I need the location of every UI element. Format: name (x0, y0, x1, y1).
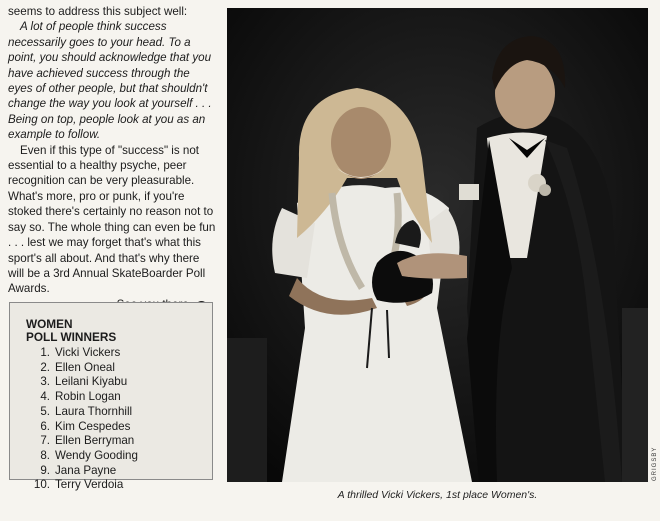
article-intro: seems to address this subject well: (8, 5, 188, 18)
rank: 9. (40, 463, 50, 477)
winner-name: Leilani Kiyabu (55, 375, 128, 389)
winner-name: Terry Verdoia (55, 478, 124, 492)
winners-list (26, 346, 212, 493)
list-item (26, 405, 212, 420)
list-item (26, 375, 212, 390)
winner-name: Robin Logan (55, 390, 121, 404)
winners-heading-line2: POLL WINNERS (26, 330, 117, 344)
rank: 10. (33, 478, 50, 492)
rank: 4. (40, 390, 50, 404)
rank: 5. (40, 404, 50, 418)
rank: 6. (40, 419, 50, 433)
winners-heading-line1: WOMEN (26, 317, 73, 331)
winner-name: Ellen Oneal (55, 360, 115, 374)
article-quote (8, 19, 216, 142)
winners-box (9, 302, 213, 492)
list-item (26, 478, 212, 493)
photo-credit: GRIGSBY (652, 446, 658, 481)
list-item (26, 434, 212, 449)
list-item (26, 420, 212, 435)
list-item (26, 390, 212, 405)
article-column (8, 4, 216, 314)
winner-name: Kim Cespedes (55, 419, 131, 433)
rank: 1. (40, 346, 50, 359)
winner-name: Wendy Gooding (55, 448, 138, 462)
photo-caption: A thrilled Vicki Vickers, 1st place Women's. (337, 489, 538, 501)
winner-name: Vicki Vickers (55, 346, 121, 359)
rank: 2. (40, 360, 50, 374)
rank: 8. (40, 448, 50, 462)
winner-name: Ellen Berryman (55, 434, 135, 448)
list-item (26, 346, 212, 361)
photo-illustration (227, 8, 648, 482)
list-item (26, 361, 212, 376)
article-quote-text: A lot of people think success necessarily goes to your head. To a point, you should acknowledge that you have achieved success through the eyes of other people, but that shouldn't change the way you look at yourself . . . Being on top, people look at you as an example to follow. (8, 20, 212, 142)
winner-name: Laura Thornhill (55, 404, 133, 418)
article-body: Even if this type of "success" is not essential to a healthy psyche, peer recognition can be very pleasurable. What's more, pro or punk, if you're stoked there's certainly no reason not to say so. The whole thing can even be fun . . . lest we may forget that's what this sport's all about. And that's why there will be a 3rd Annual SkateBoarder Poll Awards. (8, 143, 216, 296)
winner-name: Jana Payne (55, 463, 117, 477)
rank: 3. (40, 375, 50, 389)
list-item (26, 464, 212, 479)
list-item (26, 449, 212, 464)
rank: 7. (40, 434, 50, 448)
winners-heading (26, 318, 212, 344)
award-photo (227, 8, 648, 482)
